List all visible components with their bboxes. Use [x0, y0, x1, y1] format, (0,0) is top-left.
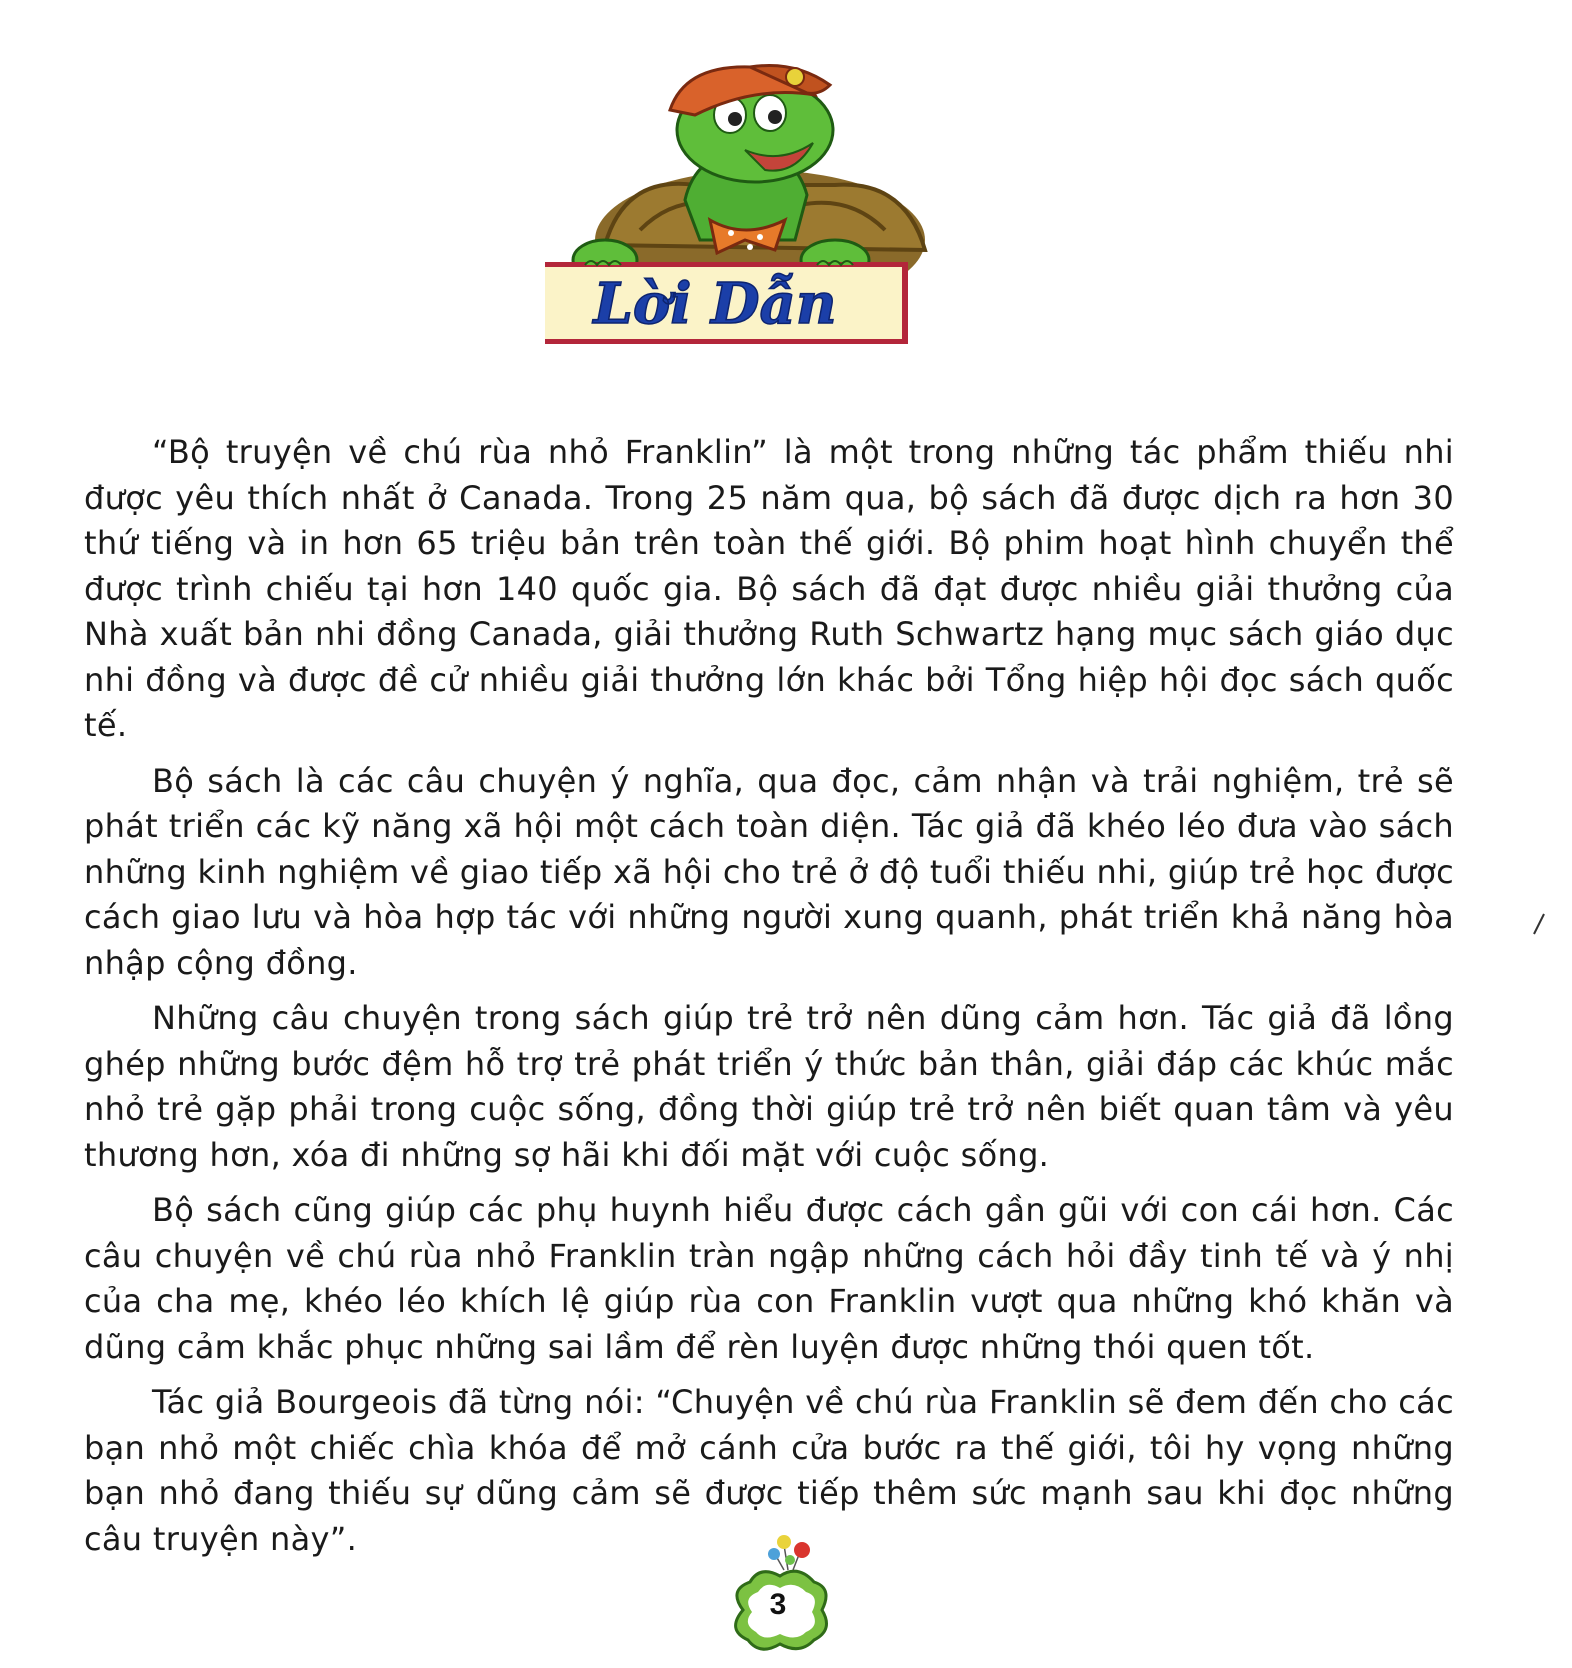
- paragraph-3: Những câu chuyện trong sách giúp trẻ trở nên dũng cảm hơn. Tác giả đã lồng ghép những bước đệm hỗ trợ trẻ phát triển ý thức bản thân, giải đáp các khúc mắc nhỏ trẻ gặp phải trong cuộc sống, đồng thời giúp trẻ trở nên biết quan tâm và yêu thương hơn, xóa đi những sợ hãi khi đối mặt với cuộc sống.: [84, 999, 1454, 1174]
- intro-body: [84, 430, 1454, 1572]
- paragraph-4: Bộ sách cũng giúp các phụ huynh hiểu được cách gần gũi với con cái hơn. Các câu chuyện về chú rùa nhỏ Franklin tràn ngập những cách hỏi đầy tinh tế và ý nhị của cha mẹ, khéo léo khích lệ giúp rùa con Franklin vượt qua những khó khăn và dũng cảm khắc phục những sai lầm để rèn luyện được những thói quen tốt.: [84, 1191, 1454, 1366]
- turtle-mascot-icon: [545, 55, 985, 375]
- header-illustration: [545, 55, 985, 375]
- page-number: 3: [769, 1588, 787, 1621]
- page-title: Lời Dẫn: [593, 271, 837, 337]
- stray-mark-icon: [1532, 912, 1546, 936]
- paragraph-1: “Bộ truyện về chú rùa nhỏ Franklin” là một trong những tác phẩm thiếu nhi được yêu thích nhất ở Canada. Trong 25 năm qua, bộ sách đã được dịch ra hơn 30 thứ tiếng và in hơn 65 triệu bản trên toàn thế giới. Bộ phim hoạt hình chuyển thể được trình chiếu tại hơn 140 quốc gia. Bộ sách đã đạt được nhiều giải thưởng của Nhà xuất bản nhi đồng Canada, giải thưởng Ruth Schwartz hạng mục sách giáo dục nhi đồng và được đề cử nhiều giải thưởng lớn khác bởi Tổng hiệp hội đọc sách quốc tế.: [84, 433, 1454, 744]
- paragraph-5: Tác giả Bourgeois đã từng nói: “Chuyện về chú rùa Franklin sẽ đem đến cho các bạn nhỏ một chiếc chìa khóa để mở cánh cửa bước ra thế giới, tôi hy vọng những bạn nhỏ đang thiếu sự dũng cảm sẽ được tiếp thêm sức mạnh sau khi đọc những câu truyện này”.: [84, 1383, 1454, 1558]
- paragraph-2: Bộ sách là các câu chuyện ý nghĩa, qua đọc, cảm nhận và trải nghiệm, trẻ sẽ phát triển các kỹ năng xã hội một cách toàn diện. Tác giả đã khéo léo đưa vào sách những kinh nghiệm về giao tiếp xã hội cho trẻ ở độ tuổi thiếu nhi, giúp trẻ học được cách giao lưu và hòa hợp tác với những người xung quanh, phát triển khả năng hòa nhập cộng đồng.: [84, 761, 1454, 982]
- page-number-badge: [718, 1530, 838, 1660]
